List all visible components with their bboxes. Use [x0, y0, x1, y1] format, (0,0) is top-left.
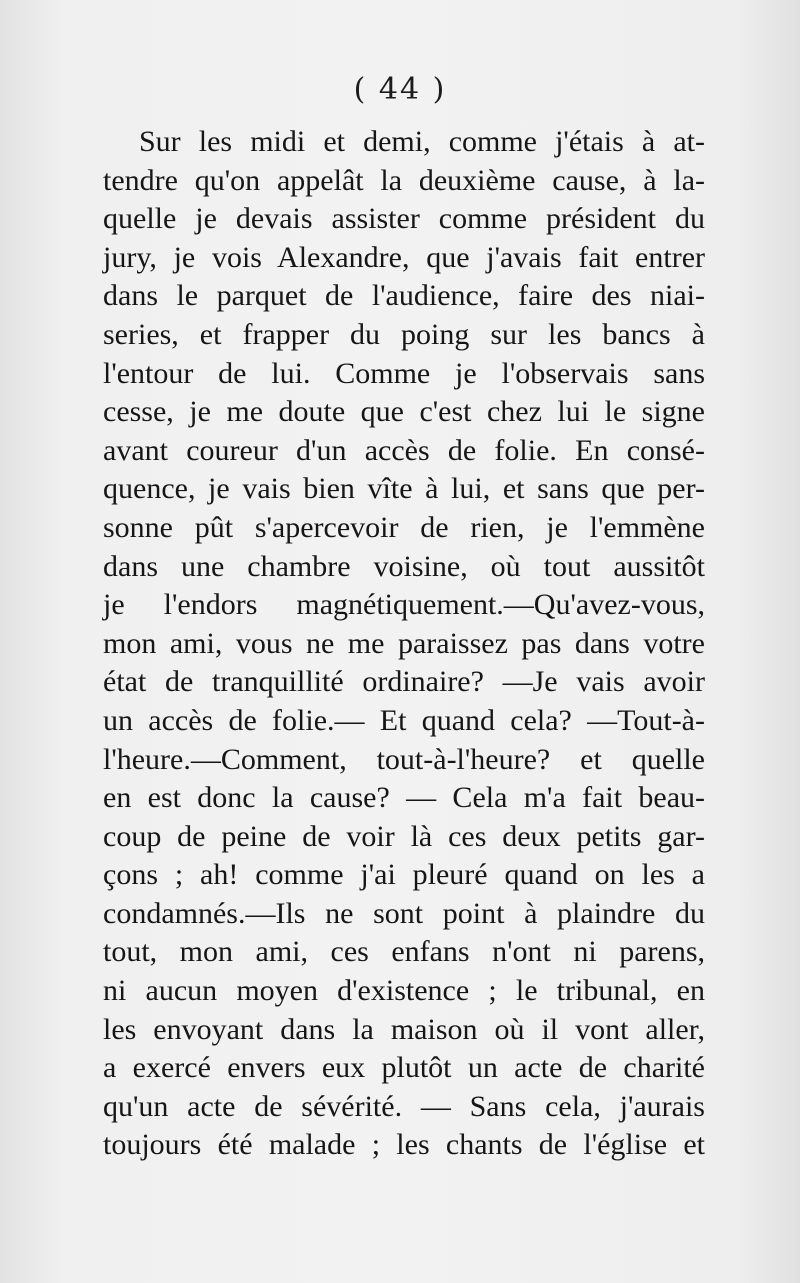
text-line: en est donc la cause? — Cela m'a fait beau- — [103, 781, 705, 815]
text-line: tendre qu'on appelât la deuxième cause, à la- — [103, 163, 705, 197]
text-line: Sur les midi et demi, comme j'étais à at- — [139, 125, 705, 158]
text-line: dans une chambre voisine, où tout aussitôt — [103, 549, 705, 583]
text-line: un accès de folie.— Et quand cela? —Tout-à- — [103, 703, 705, 737]
text-line: jury, je vois Alexandre, que j'avais fait entrer — [103, 240, 705, 274]
text-line: tout, mon ami, ces enfans n'ont ni parens, — [103, 935, 705, 969]
body-text — [103, 123, 705, 1165]
text-line: mon ami, vous ne me paraissez pas dans votre — [103, 626, 705, 660]
text-line: quence, je vais bien vîte à lui, et sans que per- — [103, 472, 705, 506]
text-line: ni aucun moyen d'existence ; le tribunal, en — [103, 974, 705, 1008]
text-line: qu'un acte de sévérité. — Sans cela, j'aurais — [103, 1089, 705, 1123]
text-line: çons ; ah! comme j'ai pleuré quand on les a — [103, 858, 705, 892]
text-line: condamnés.—Ils ne sont point à plaindre du — [103, 896, 705, 930]
text-line: a exercé envers eux plutôt un acte de charité — [103, 1051, 705, 1085]
text-line: les envoyant dans la maison où il vont aller, — [103, 1012, 705, 1046]
text-line: état de tranquillité ordinaire? —Je vais avoir — [103, 665, 705, 699]
text-line: series, et frapper du poing sur les bancs à — [103, 317, 705, 351]
text-line: quelle je devais assister comme président du — [103, 202, 705, 236]
text-line: toujours été malade ; les chants de l'église et — [103, 1128, 705, 1162]
text-line: l'heure.—Comment, tout-à-l'heure? et quelle — [103, 742, 705, 776]
text-line: cesse, je me doute que c'est chez lui le signe — [103, 395, 705, 429]
text-line: sonne pût s'apercevoir de rien, je l'emmène — [103, 510, 705, 544]
text-line: avant coureur d'un accès de folie. En consé- — [103, 433, 705, 467]
text-line: dans le parquet de l'audience, faire des niai- — [103, 279, 705, 313]
text-line: l'entour de lui. Comme je l'observais sans — [103, 356, 705, 390]
text-line: coup de peine de voir là ces deux petits gar- — [103, 819, 705, 853]
page-number: ( 44 ) — [353, 72, 447, 107]
text-line: je l'endors magnétiquement.—Qu'avez-vous, — [103, 588, 705, 622]
